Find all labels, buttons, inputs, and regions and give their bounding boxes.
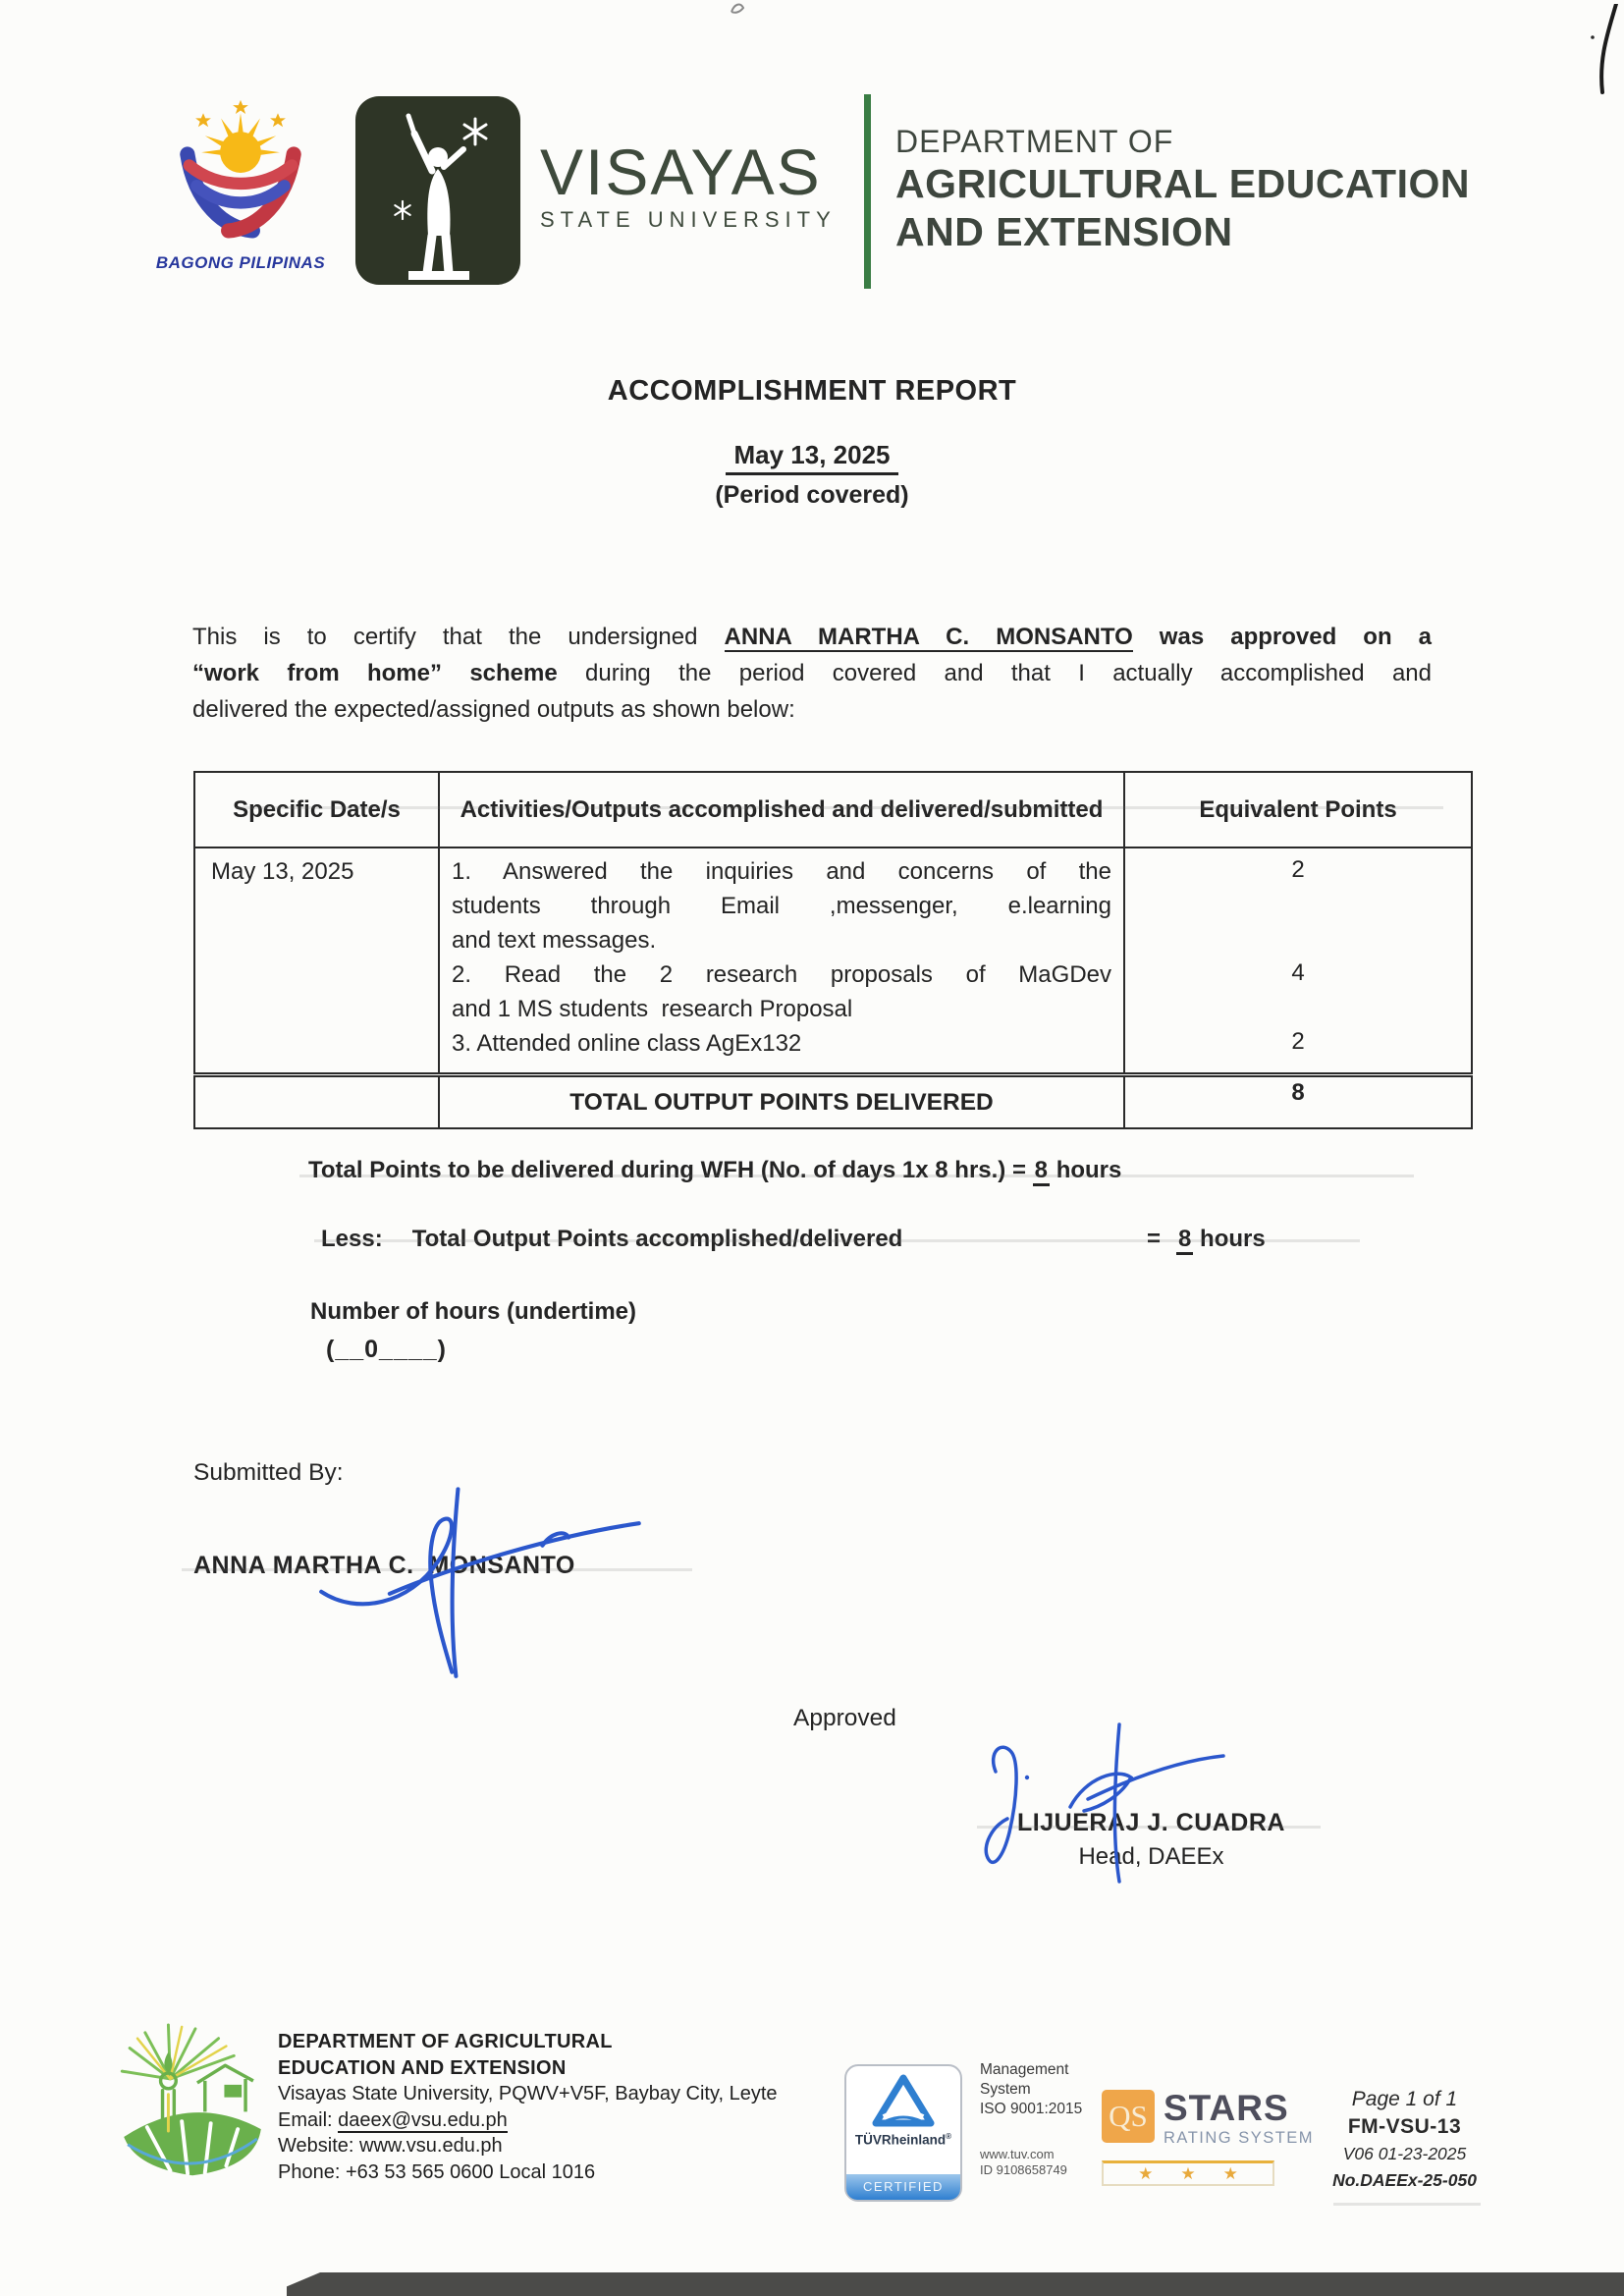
- accomplishment-table: [193, 771, 1473, 1129]
- page-number: Page 1 of 1: [1351, 2088, 1458, 2110]
- less-hours-value: 8: [1176, 1226, 1193, 1255]
- intro-bold-clause: was approved on a: [1132, 624, 1433, 650]
- footer-phone: Phone: +63 53 565 0600 Local 1016: [278, 2160, 596, 2183]
- scan-artifact-bottom-bar: [287, 2272, 1624, 2296]
- qs-star-rating-strip: [1102, 2160, 1274, 2186]
- tuv-certified-badge: [844, 2064, 962, 2202]
- qs-stars-badge: [1102, 2090, 1314, 2186]
- submitted-by-label: Submitted By:: [193, 1459, 344, 1486]
- footer-address: Visayas State University, PQWV+V5F, Baybay City, Leyte: [278, 2083, 778, 2105]
- qs-logo-icon: QS: [1102, 2090, 1155, 2143]
- table-header-row: [194, 772, 1472, 847]
- wfh-hours-value: 8: [1033, 1157, 1050, 1186]
- scan-artifact-corner: [1585, 4, 1624, 97]
- undertime-value: (__0____): [326, 1336, 447, 1363]
- total-points: 8: [1124, 1075, 1472, 1129]
- email-label: Email:: [278, 2108, 339, 2131]
- form-code: FM-VSU-13: [1347, 2115, 1462, 2138]
- submitter-name: ANNA MARTHA C. MONSANTO: [193, 1552, 575, 1579]
- footer-dept-line2: EDUCATION AND EXTENSION: [278, 2056, 567, 2079]
- department-name-block: [895, 124, 1470, 256]
- wfh-label: Total Points to be delivered during WFH (No. of days 1x 8 hrs.) =: [308, 1157, 1026, 1183]
- star-icon: [1180, 2163, 1195, 2184]
- approved-label: Approved: [793, 1705, 896, 1731]
- period-date: May 13, 2025: [726, 440, 897, 475]
- paragraph-line: delivered the expected/assigned outputs as shown below:: [192, 696, 795, 723]
- activity-line: 1. Answered the inquiries and concerns of the: [452, 858, 1111, 885]
- website-label: Website:: [278, 2135, 359, 2157]
- period-caption: (Period covered): [715, 481, 909, 509]
- wfh-scheme-text: “work from home” scheme: [192, 660, 558, 686]
- department-line2: AGRICULTURAL EDUCATION: [895, 161, 1470, 206]
- tuv-info-block: [980, 2060, 1082, 2178]
- scan-streak: [236, 806, 1443, 809]
- bagong-pilipinas-label: BAGONG PILIPINAS: [155, 253, 326, 272]
- form-version: V06 01-23-2025: [1342, 2144, 1467, 2163]
- tuv-ms-line2: System: [980, 2081, 1031, 2098]
- employee-name: ANNA MARTHA C. MONSANTO: [724, 624, 1133, 650]
- activity-points: 2: [1291, 856, 1305, 883]
- table-row: [194, 847, 1472, 1075]
- approver-signature: [962, 1715, 1247, 1891]
- department-line3: AND EXTENSION: [895, 209, 1233, 255]
- period-date-wrap: [0, 440, 1624, 475]
- scan-streak: [314, 1239, 1360, 1242]
- vsu-wordmark: [540, 136, 837, 233]
- undertime-label: Number of hours (undertime): [310, 1298, 637, 1325]
- tuv-id: ID 9108658749: [980, 2162, 1067, 2177]
- footer-website-line: [278, 2133, 778, 2159]
- wfh-hours-unit: hours: [1056, 1157, 1122, 1183]
- daeex-footer-logo: [110, 2021, 275, 2190]
- less-text: Total Output Points accomplished/delivered: [411, 1226, 903, 1252]
- certification-paragraph: [192, 619, 1432, 728]
- table-total-row: [194, 1075, 1472, 1129]
- col-header-date: Specific Date/s: [194, 772, 439, 847]
- bagong-pilipinas-logo: [124, 98, 357, 273]
- less-equals: =: [1147, 1226, 1162, 1252]
- submitter-signature: [304, 1473, 658, 1684]
- footer-dept-line1: DEPARTMENT OF AGRICULTURAL: [278, 2031, 613, 2052]
- approver-name: LIJUERAJ J. CUADRA: [1017, 1809, 1285, 1836]
- form-number: No.DAEEx-25-050: [1332, 2170, 1477, 2190]
- tuv-iso: ISO 9001:2015: [980, 2101, 1083, 2117]
- activity-line: students through Email ,messenger, e.learning: [452, 893, 1111, 919]
- activity-points: 2: [1291, 1028, 1305, 1055]
- col-header-points: Equivalent Points: [1124, 772, 1472, 847]
- col-header-activities: Activities/Outputs accomplished and delivered/submitted: [439, 772, 1124, 847]
- star-icon: [1223, 2163, 1238, 2184]
- total-empty-cell: [194, 1075, 439, 1129]
- qs-rating-label: RATING SYSTEM: [1164, 2129, 1315, 2147]
- department-line1: DEPARTMENT OF: [895, 124, 1174, 159]
- intro-text: This is to certify that the undersigned: [192, 624, 725, 650]
- activity-line: 3. Attended online class AgEx132: [452, 1030, 802, 1057]
- scan-streak: [1333, 2203, 1481, 2206]
- less-label: Less:: [321, 1226, 383, 1252]
- activity-line: and text messages.: [452, 927, 657, 954]
- less-hours-unit: hours: [1200, 1226, 1266, 1252]
- header-divider: [864, 94, 871, 289]
- scan-streak: [299, 1175, 1414, 1177]
- approver-title: Head, DAEEx: [1078, 1843, 1224, 1870]
- tuv-brand: [846, 2132, 960, 2148]
- total-label: TOTAL OUTPUT POINTS DELIVERED: [439, 1075, 1124, 1129]
- paragraph-line: [192, 655, 1432, 691]
- bagong-pilipinas-sun-icon: [157, 98, 324, 247]
- tuv-brand-text: TÜVRheinland: [854, 2132, 947, 2148]
- registered-mark: ®: [946, 2132, 952, 2141]
- vsu-seal-icon: [353, 94, 522, 292]
- intro-text: during the period covered and that I actually accomplished and: [557, 660, 1433, 686]
- paragraph-line: [192, 619, 1432, 655]
- tuv-ms-line1: Management: [980, 2061, 1069, 2078]
- form-info-block: [1324, 2088, 1486, 2191]
- tuv-url: www.tuv.com: [980, 2147, 1055, 2161]
- scan-artifact-smudge: [729, 0, 746, 16]
- report-title: ACCOMPLISHMENT REPORT: [607, 375, 1017, 407]
- email-value: daeex@vsu.edu.ph: [338, 2108, 508, 2131]
- university-name: VISAYAS: [540, 136, 822, 208]
- university-subtitle: STATE UNIVERSITY: [540, 207, 837, 232]
- activities-cell: [439, 847, 1124, 1075]
- date-cell: May 13, 2025: [194, 847, 439, 1075]
- footer-email-line: [278, 2107, 778, 2134]
- wfh-total-line: [308, 1157, 1121, 1184]
- website-value: www.vsu.edu.ph: [359, 2135, 503, 2157]
- star-icon: [1138, 2163, 1153, 2184]
- activity-points: 4: [1291, 959, 1305, 986]
- qs-stars-wordmark: STARS: [1164, 2088, 1289, 2128]
- tuv-triangle-icon: [872, 2074, 935, 2127]
- points-cell: [1124, 847, 1472, 1075]
- activity-line: 2. Read the 2 research proposals of MaGDev: [452, 961, 1111, 988]
- footer-contact-block: [278, 2029, 778, 2185]
- tuv-certified-band: CERTIFIED: [846, 2174, 960, 2200]
- activity-line: and 1 MS students research Proposal: [452, 996, 853, 1022]
